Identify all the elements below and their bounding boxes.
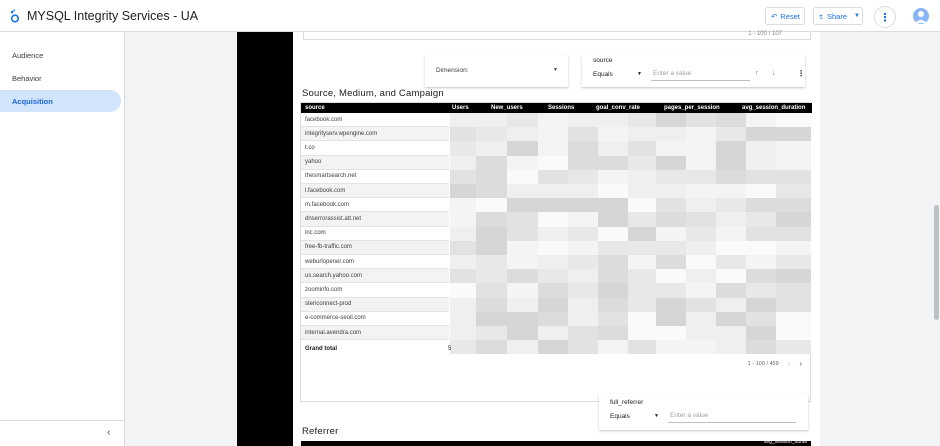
- redacted-cell: [716, 283, 746, 297]
- redacted-cell: [686, 340, 716, 354]
- redacted-cell: [746, 283, 776, 297]
- source-filter-control: [582, 55, 805, 87]
- table-row[interactable]: weburlopener.com: [301, 255, 449, 269]
- redacted-cell: [716, 312, 746, 326]
- redacted-cell: [507, 312, 538, 326]
- redacted-cell: [776, 340, 811, 354]
- redacted-cell: [568, 298, 598, 312]
- redacted-cell: [628, 241, 656, 255]
- redacted-cell: [598, 127, 628, 141]
- column-header[interactable]: avg_session_durati: [763, 439, 807, 445]
- redacted-cell: [656, 227, 686, 241]
- redacted-cell: [656, 298, 686, 312]
- table-row[interactable]: integrityserv.wpengine.com: [301, 127, 449, 141]
- redacted-cell: [568, 170, 598, 184]
- redacted-cell: [716, 326, 746, 340]
- redacted-cell: [628, 269, 656, 283]
- redacted-cell: [476, 241, 507, 255]
- redacted-cell: [476, 156, 507, 170]
- redacted-cell: [568, 326, 598, 340]
- redacted-cell: [628, 184, 656, 198]
- redacted-cell: [628, 198, 656, 212]
- redacted-cell: [538, 141, 568, 155]
- redacted-cell: [568, 156, 598, 170]
- redacted-cell: [598, 241, 628, 255]
- redacted-cell: [686, 141, 716, 155]
- redacted-cell: [476, 298, 507, 312]
- redacted-cell: [538, 127, 568, 141]
- redacted-cell: [716, 198, 746, 212]
- redacted-cell: [628, 340, 656, 354]
- redacted-cell: [776, 283, 811, 297]
- redacted-cell: [776, 326, 811, 340]
- filter-value-input[interactable]: Enter a value: [651, 70, 750, 81]
- redacted-cell: [507, 141, 538, 155]
- redacted-cell: [476, 340, 507, 354]
- redacted-cell: [776, 241, 811, 255]
- redacted-cell: [450, 283, 476, 297]
- redacted-cell: [656, 212, 686, 226]
- redacted-cell: [686, 184, 716, 198]
- table-row[interactable]: inc.com: [301, 227, 449, 241]
- redacted-cell: [628, 127, 656, 141]
- redacted-cell: [746, 198, 776, 212]
- redacted-cell: [538, 298, 568, 312]
- redacted-cell: [656, 312, 686, 326]
- redacted-cell: [538, 326, 568, 340]
- table-row[interactable]: t.co: [301, 141, 449, 155]
- table-row[interactable]: zoominfo.com: [301, 283, 449, 297]
- redacted-cell: [507, 113, 538, 127]
- redacted-cell: [450, 184, 476, 198]
- caret-down-icon: ▼: [854, 13, 860, 19]
- redacted-cell: [538, 269, 568, 283]
- redacted-cell: [476, 184, 507, 198]
- redacted-cell: [716, 127, 746, 141]
- redacted-cell: [656, 283, 686, 297]
- redacted-cell: [628, 298, 656, 312]
- redacted-cell: [450, 227, 476, 241]
- reset-button[interactable]: [765, 7, 805, 25]
- table-row[interactable]: l.facebook.com: [301, 184, 449, 198]
- pagination-text: 1 - 100 / 107: [748, 31, 782, 37]
- arrow-up-icon[interactable]: ↑: [755, 70, 759, 77]
- redacted-cell: [656, 170, 686, 184]
- redacted-cell: [686, 113, 716, 127]
- person-add-icon: [819, 13, 824, 20]
- sidebar: [0, 32, 125, 446]
- account-icon: [913, 8, 929, 24]
- caret-down-icon: ▼: [637, 71, 642, 77]
- redacted-cell: [776, 312, 811, 326]
- top-bar: [0, 0, 940, 32]
- caret-down-icon: ▼: [654, 413, 659, 419]
- redacted-cell: [656, 141, 686, 155]
- chevron-left-icon[interactable]: ‹: [787, 359, 791, 368]
- table-row[interactable]: e-commerce-seoil.com: [301, 312, 449, 326]
- table-row[interactable]: internal.avendra.com: [301, 326, 449, 340]
- redacted-cell: [538, 212, 568, 226]
- redacted-cell: [568, 227, 598, 241]
- redacted-cell: [538, 198, 568, 212]
- share-dropdown-button[interactable]: [852, 7, 863, 25]
- redacted-cell: [628, 156, 656, 170]
- table-row[interactable]: facebook.com: [301, 113, 449, 127]
- redacted-cell: [746, 170, 776, 184]
- redacted-cell: [598, 141, 628, 155]
- redacted-cell: [628, 255, 656, 269]
- reset-label: Reset: [780, 11, 800, 21]
- redacted-cell: [507, 156, 538, 170]
- redacted-cell: [628, 212, 656, 226]
- redacted-cell: [450, 127, 476, 141]
- redacted-cell: [628, 312, 656, 326]
- redacted-cell: [507, 227, 538, 241]
- redacted-cell: [598, 312, 628, 326]
- redacted-cell: [476, 212, 507, 226]
- redacted-cell: [538, 156, 568, 170]
- redacted-cell: [746, 227, 776, 241]
- redacted-cell: [538, 227, 568, 241]
- redacted-cell: [656, 340, 686, 354]
- redacted-cell: [450, 241, 476, 255]
- sidebar-item-behavior[interactable]: Behavior: [12, 73, 42, 83]
- redacted-cell: [716, 227, 746, 241]
- sidebar-divider: [0, 420, 125, 421]
- table-row[interactable]: us.search.yahoo.com: [301, 269, 449, 283]
- redacted-cell: [507, 255, 538, 269]
- redacted-cell: [716, 170, 746, 184]
- redacted-cell: [716, 156, 746, 170]
- redacted-cell: [776, 255, 811, 269]
- redacted-cell: [656, 255, 686, 269]
- redacted-cell: [507, 241, 538, 255]
- redacted-cell: [746, 326, 776, 340]
- redacted-cell: [450, 340, 476, 354]
- redacted-cell: [716, 212, 746, 226]
- table-row[interactable]: free-fb-traffic.com: [301, 241, 449, 255]
- redacted-cell: [628, 283, 656, 297]
- redacted-cell: [476, 227, 507, 241]
- redacted-cell: [476, 198, 507, 212]
- redacted-cell: [746, 298, 776, 312]
- redacted-cell: [507, 326, 538, 340]
- redacted-cell: [656, 127, 686, 141]
- redacted-cell: [656, 198, 686, 212]
- redacted-cell: [476, 141, 507, 155]
- pagination-text: 1 - 100 / 459: [747, 360, 779, 367]
- redacted-cell: [476, 269, 507, 283]
- redacted-cell: [776, 113, 811, 127]
- redacted-cell: [507, 283, 538, 297]
- table-row[interactable]: stericonnect-prod: [301, 298, 449, 312]
- report-canvas: [293, 32, 820, 446]
- report-margin: [237, 32, 293, 446]
- column-header[interactable]: pages_per_session: [664, 105, 720, 111]
- redacted-cell: [746, 141, 776, 155]
- redacted-cell: [746, 113, 776, 127]
- previous-table-pagination: [303, 32, 811, 40]
- redacted-cell: [746, 127, 776, 141]
- redacted-cell: [476, 127, 507, 141]
- redacted-cell: [716, 141, 746, 155]
- column-header[interactable]: Sessions: [548, 105, 575, 111]
- redacted-cell: [776, 141, 811, 155]
- grand-total-label: Grand total: [305, 346, 338, 352]
- redacted-cell: [776, 269, 811, 283]
- redacted-cell: [746, 212, 776, 226]
- table-header: [301, 103, 812, 113]
- redacted-cell: [538, 113, 568, 127]
- redacted-cell: [776, 212, 811, 226]
- redacted-cell: [598, 227, 628, 241]
- redacted-cell: [476, 255, 507, 269]
- redacted-cell: [776, 127, 811, 141]
- dimension-label: Dimension:: [436, 67, 469, 74]
- redacted-cell: [568, 269, 598, 283]
- operator-dropdown[interactable]: Equals: [610, 413, 630, 420]
- redacted-cell: [598, 255, 628, 269]
- redacted-cell: [746, 156, 776, 170]
- redacted-cell: [686, 298, 716, 312]
- redacted-cell: [507, 127, 538, 141]
- dimension-control[interactable]: [425, 55, 568, 87]
- redacted-cell: [538, 241, 568, 255]
- redacted-metric-cells: [450, 113, 811, 356]
- share-button[interactable]: [813, 7, 853, 25]
- redacted-cell: [686, 241, 716, 255]
- page-scrollbar[interactable]: [934, 205, 939, 320]
- redacted-cell: [476, 113, 507, 127]
- table-row[interactable]: yahoo: [301, 156, 449, 170]
- redacted-cell: [568, 184, 598, 198]
- column-header[interactable]: source: [305, 105, 325, 111]
- redacted-cell: [776, 227, 811, 241]
- filter-value-input[interactable]: Enter a value: [668, 412, 796, 423]
- redacted-cell: [598, 212, 628, 226]
- grand-total-value: 5: [448, 346, 452, 352]
- redacted-cell: [628, 170, 656, 184]
- redacted-cell: [628, 326, 656, 340]
- redacted-cell: [450, 212, 476, 226]
- redacted-cell: [450, 312, 476, 326]
- sidebar-item-acquisition[interactable]: Acquisition: [0, 90, 121, 112]
- redacted-cell: [450, 298, 476, 312]
- redacted-cell: [568, 283, 598, 297]
- redacted-cell: [598, 326, 628, 340]
- redacted-cell: [716, 269, 746, 283]
- redacted-cell: [686, 269, 716, 283]
- redacted-cell: [598, 198, 628, 212]
- redacted-cell: [476, 283, 507, 297]
- redacted-cell: [568, 340, 598, 354]
- caret-down-icon: ▼: [553, 67, 558, 73]
- redacted-cell: [656, 156, 686, 170]
- redacted-cell: [450, 269, 476, 283]
- more-vert-icon: ⋮: [879, 11, 891, 24]
- redacted-cell: [538, 283, 568, 297]
- redacted-cell: [656, 326, 686, 340]
- redacted-cell: [716, 298, 746, 312]
- looker-studio-logo-icon[interactable]: [9, 9, 21, 23]
- redacted-cell: [507, 340, 538, 354]
- redacted-cell: [450, 198, 476, 212]
- table-row[interactable]: m.facebook.com: [301, 198, 449, 212]
- column-header[interactable]: Users: [452, 105, 469, 111]
- redacted-cell: [656, 241, 686, 255]
- redacted-cell: [450, 113, 476, 127]
- redacted-cell: [450, 141, 476, 155]
- redacted-cell: [598, 298, 628, 312]
- more-options-button[interactable]: [874, 6, 896, 28]
- redacted-cell: [776, 156, 811, 170]
- report-title: MYSQL Integrity Services - UA: [27, 9, 199, 23]
- column-header[interactable]: New_users: [491, 105, 523, 111]
- undo-icon: ↶: [771, 11, 778, 21]
- redacted-cell: [686, 198, 716, 212]
- redacted-cell: [628, 227, 656, 241]
- redacted-cell: [450, 326, 476, 340]
- collapse-sidebar-button[interactable]: [107, 427, 110, 438]
- redacted-cell: [716, 255, 746, 269]
- redacted-cell: [746, 340, 776, 354]
- redacted-cell: [598, 184, 628, 198]
- redacted-cell: [568, 312, 598, 326]
- section-title: Referrer: [302, 426, 339, 437]
- chevron-right-icon[interactable]: ›: [799, 359, 802, 368]
- redacted-cell: [538, 312, 568, 326]
- redacted-cell: [538, 170, 568, 184]
- redacted-cell: [598, 170, 628, 184]
- redacted-cell: [686, 170, 716, 184]
- redacted-cell: [507, 298, 538, 312]
- redacted-cell: [686, 283, 716, 297]
- redacted-cell: [686, 255, 716, 269]
- redacted-cell: [507, 184, 538, 198]
- redacted-cell: [628, 141, 656, 155]
- redacted-cell: [656, 113, 686, 127]
- redacted-cell: [476, 326, 507, 340]
- table-row[interactable]: dnserrorassist.att.net: [301, 212, 449, 226]
- redacted-cell: [568, 113, 598, 127]
- redacted-cell: [538, 184, 568, 198]
- table-row[interactable]: thesmartsearch.net: [301, 170, 449, 184]
- sidebar-item-audience[interactable]: Audience: [12, 50, 44, 60]
- redacted-cell: [507, 170, 538, 184]
- filter-field-label: full_referrer: [610, 399, 644, 406]
- redacted-cell: [716, 113, 746, 127]
- redacted-cell: [686, 156, 716, 170]
- column-header[interactable]: goal_conv_rate: [596, 105, 641, 111]
- redacted-cell: [746, 241, 776, 255]
- redacted-cell: [776, 184, 811, 198]
- redacted-cell: [746, 312, 776, 326]
- redacted-cell: [450, 156, 476, 170]
- redacted-cell: [776, 298, 811, 312]
- operator-dropdown[interactable]: Equals: [593, 71, 613, 78]
- redacted-cell: [450, 255, 476, 269]
- redacted-cell: [538, 255, 568, 269]
- avatar[interactable]: [913, 8, 929, 24]
- filter-field-label: source: [593, 57, 613, 64]
- redacted-cell: [598, 340, 628, 354]
- redacted-cell: [507, 212, 538, 226]
- redacted-cell: [507, 198, 538, 212]
- referrer-table-header: [301, 441, 811, 446]
- redacted-cell: [568, 255, 598, 269]
- redacted-cell: [568, 141, 598, 155]
- redacted-cell: [476, 170, 507, 184]
- redacted-cell: [746, 255, 776, 269]
- redacted-cell: [598, 269, 628, 283]
- redacted-cell: [686, 326, 716, 340]
- redacted-cell: [450, 170, 476, 184]
- redacted-cell: [686, 212, 716, 226]
- chevron-left-icon: ‹: [107, 427, 111, 438]
- redacted-cell: [628, 113, 656, 127]
- source-table: [300, 102, 811, 402]
- redacted-cell: [716, 241, 746, 255]
- redacted-cell: [686, 312, 716, 326]
- column-header[interactable]: avg_session_duration: [742, 105, 806, 111]
- redacted-cell: [656, 269, 686, 283]
- redacted-cell: [746, 184, 776, 198]
- more-vert-icon[interactable]: ⋮: [797, 69, 805, 78]
- redacted-cell: [568, 127, 598, 141]
- table-pagination: [748, 359, 802, 368]
- redacted-cell: [568, 198, 598, 212]
- redacted-cell: [716, 340, 746, 354]
- redacted-cell: [598, 156, 628, 170]
- redacted-cell: [568, 241, 598, 255]
- redacted-cell: [507, 269, 538, 283]
- redacted-cell: [656, 184, 686, 198]
- redacted-cell: [686, 127, 716, 141]
- redacted-cell: [746, 269, 776, 283]
- redacted-cell: [568, 212, 598, 226]
- redacted-cell: [776, 170, 811, 184]
- redacted-cell: [716, 184, 746, 198]
- redacted-cell: [476, 312, 507, 326]
- redacted-cell: [598, 113, 628, 127]
- redacted-cell: [776, 198, 811, 212]
- share-label: Share: [826, 11, 847, 21]
- redacted-cell: [538, 340, 568, 354]
- section-title: Source, Medium, and Campaign: [302, 88, 444, 99]
- arrow-down-icon[interactable]: ↓: [772, 70, 776, 77]
- referrer-filter-control: [599, 394, 808, 430]
- redacted-cell: [686, 227, 716, 241]
- redacted-cell: [598, 283, 628, 297]
